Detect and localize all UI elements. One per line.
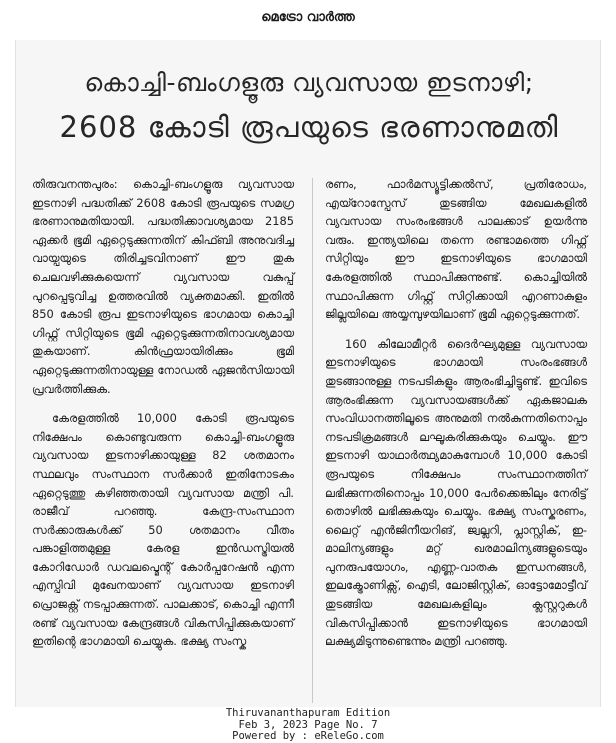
headline-line-2: 2608 കോടി രൂപയുടെ ഭരണാനുമതി <box>59 110 559 144</box>
article-paragraph: തിരുവനന്തപുരം: കൊച്ചി-ബംഗളൂരു വ്യവസായ ഇടനാഴി പദ്ധതിക്ക് 2608 കോടി രൂപയുടെ സമഗ്ര ഭരണാനുമതിയായി. പദ്ധതിക്കാവശ്യമായ 2185 ഏക്കർ ഭൂമി ഏറ്റെടുക്കുന്നതിന് കിഫ്ബി അനുവദിച്ച വായ്പയുടെ തിരിച്ചടവിനാണ് ഈ തുക ചെലവഴിക്കുകയെന്ന് വ്യവസായ വകുപ്പ് പുറപ്പെടുവിച്ച ഉത്തരവിൽ വ്യക്തമാക്കി. ഇതിൽ 850 കോടി രൂപ ഇടനാഴിയുടെ ഭാഗമായ കൊച്ചി ഗിഫ്റ്റ് സിറ്റിയുടെ ഭൂമി ഏറ്റെടുക്കുന്നതിനാവശ്യമായ തുകയാണ്. കിൻഫ്രയായിരിക്കും ഭൂമി ഏറ്റെടുക്കുന്നതിനായുള്ള നോഡൽ ഏജൻസിയായി പ്രവർത്തിക്കുക. <box>32 177 294 396</box>
news-clipping <box>15 40 601 707</box>
article-paragraph: രണം, ഫാർമസ്യൂട്ടിക്കൽസ്, പ്രതിരോധം, എയ്റോസ്പേസ് തുടങ്ങിയ മേഖലകളിൽ വ്യവസായ സംരംഭങ്ങൾ പാലക്കാട് ഉയർന്നു വരും. ഇന്ത്യയിലെ തന്നെ രണ്ടാമത്തെ ഗിഫ്റ്റ് സിറ്റിയും ഈ ഇടനാഴിയുടെ ഭാഗമായി കേരളത്തിൽ സ്ഥാപിക്കുന്നുണ്ട്. കൊച്ചിയിൽ സ്ഥാപിക്കുന്ന ഗിഫ്റ്റ് സിറ്റിക്കായി എറണാകുളം ജില്ലയിലെ അയ്യമ്പുഴയിലാണ് ഭൂമി ഏറ്റെടുക്കുന്നത്. <box>325 177 587 322</box>
page-footer <box>0 708 616 743</box>
edition-label: Thiruvananthapuram Edition <box>225 707 391 719</box>
date-page-label: Feb 3, 2023 Page No. 7 <box>238 718 378 731</box>
article-column-left <box>32 175 294 662</box>
article-column-right <box>325 175 587 662</box>
powered-by-label: Powered by : eReleGo.com <box>232 730 384 742</box>
headline-line-1: കൊച്ചി-ബംഗളൂരു വ്യവസായ ഇടനാഴി; <box>84 68 534 97</box>
article-paragraph: 160 കിലോമീറ്റർ ദൈർഘ്യമുള്ള വ്യവസായ ഇടനാഴിയുടെ ഭാഗമായി സംരംഭങ്ങൾ തുടങ്ങാനുള്ള നടപടികളും ആരംഭിച്ചിട്ടുണ്ട്. ഇവിടെ ആരംഭിക്കുന്ന വ്യവസായങ്ങൾക്ക് ഏകജാലക സംവിധാനത്തിലൂടെ അനുമതി നൽകുന്നതിനൊപ്പം നടപടിക്രമങ്ങൾ ലഘൂകരിക്കുകയും ചെയ്യും. ഈ ഇടനാഴി യാഥാർത്ഥ്യമാകുമ്പോൾ 10,000 കോടി രൂപയുടെ നിക്ഷേപം സംസ്ഥാനത്തിന് ലഭിക്കുന്നതിനൊപ്പം 10,000 പേർക്കെങ്കിലും നേരിട്ട് തൊഴിൽ ലഭിക്കുകയും ചെയ്യും. ഭക്ഷ്യ സംസ്കരണം, ലൈറ്റ് എൻജിനീയറിങ്, ജ്വല്ലറി, പ്ലാസ്റ്റിക്, ഇ-മാലിന്യങ്ങളും മറ്റ് ഖരമാലിന്യങ്ങളുടെയും പുനരുപയോഗം, എണ്ണ-വാതക ഇന്ധനങ്ങൾ, ഇലക്ട്രോണിക്സ്, ഐടി, ലോജിസ്റ്റിക്, ഓട്ടോമോട്ടീവ് തുടങ്ങിയ മേഖലകളിലും ക്ലസ്റ്ററുകൾ വികസിപ്പിക്കാൻ ഇടനാഴിയുടെ ഭാഗമായി ലക്ഷ്യമിടുന്നുണ്ടെന്നും മന്ത്രി പറഞ്ഞു. <box>325 336 587 649</box>
article-paragraph: കേരളത്തിൽ 10,000 കോടി രൂപയുടെ നിക്ഷേപം കൊണ്ടുവരുന്ന കൊച്ചി-ബംഗളൂരു വ്യവസായ ഇടനാഴിക്കായുള്ള 82 ശതമാനം സ്ഥലവും സംസ്ഥാന സർക്കാർ ഇതിനോടകം ഏറ്റെടുത്തു കഴിഞ്ഞതായി വ്യവസായ മന്ത്രി പി. രാജീവ് പറഞ്ഞു. കേന്ദ്ര-സംസ്ഥാന സർക്കാരുകൾക്ക് 50 ശതമാനം വീതം പങ്കാളിത്തമുള്ള കേരള ഇൻഡസ്ട്രിയൽ കോറിഡോർ ഡവലപ്മെന്റ് കോർപ്പറേഷൻ എന്ന എസ്പിവി മുഖേനയാണ് വ്യവസായ ഇടനാഴി പ്രൊജക്റ്റ് നടപ്പാക്കുന്നത്. പാലക്കാട്, കൊച്ചി എന്നീ രണ്ട് വ്യവസായ കേന്ദ്രങ്ങൾ വികസിപ്പിക്കുകയാണ് ഇതിന്റെ ഭാഗമായി ചെയ്യുക. ഭക്ഷ്യ സംസ്ക <box>32 411 294 649</box>
masthead: മെട്രോ വാർത്ത <box>261 10 355 25</box>
column-divider <box>312 178 313 703</box>
